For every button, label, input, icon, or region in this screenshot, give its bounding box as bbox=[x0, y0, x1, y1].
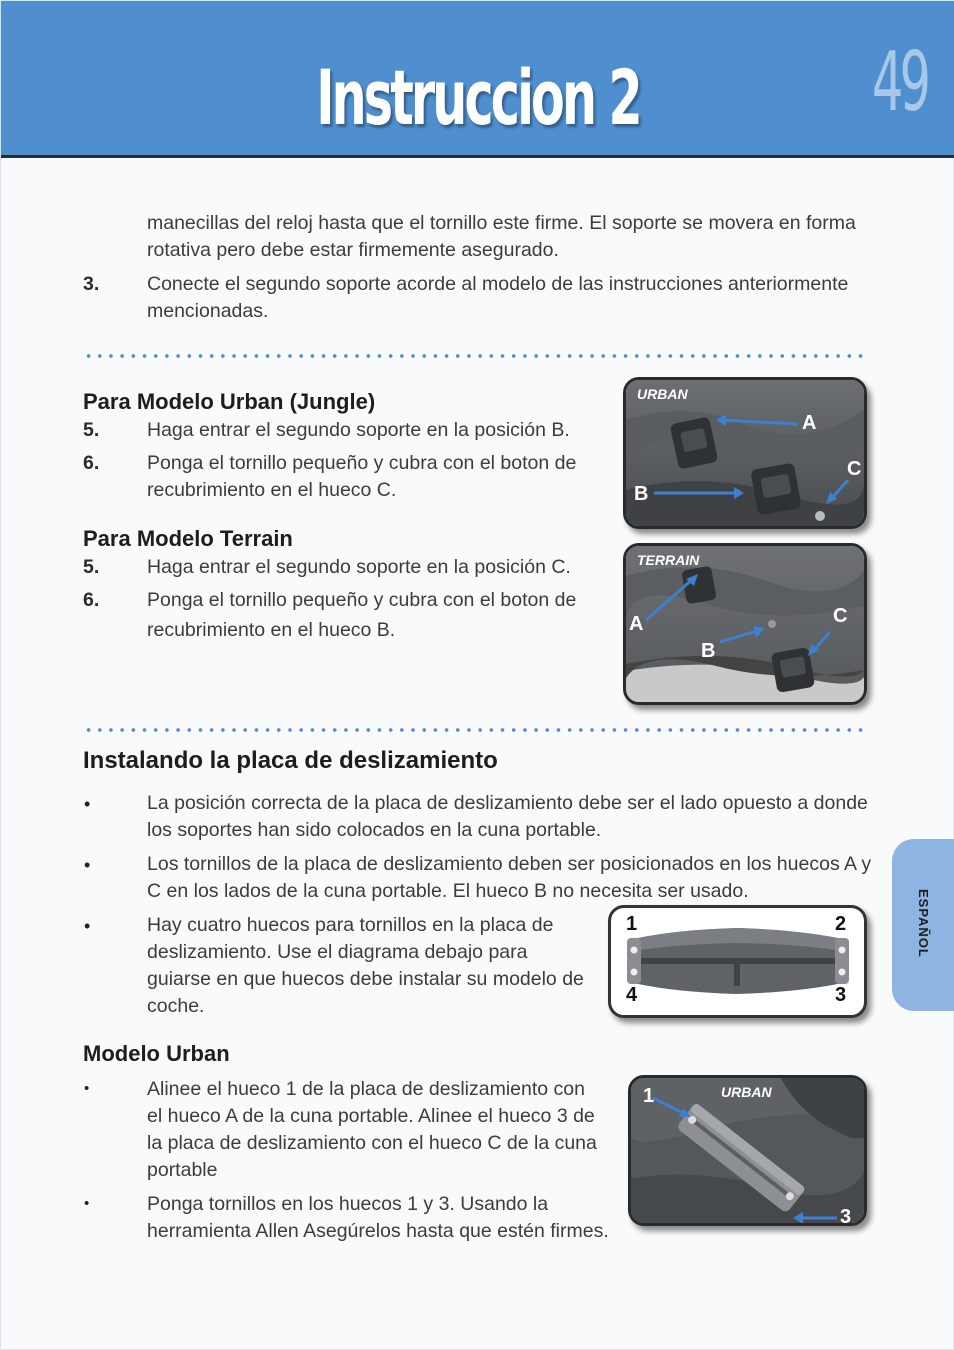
terrain-step-6-line-2: recubrimiento en el hueco B. bbox=[147, 619, 396, 641]
plate-hole-2-label: 2 bbox=[835, 913, 847, 935]
terrain-step-6-line-1: Ponga el tornillo pequeño y cubra con el boton de bbox=[147, 589, 577, 611]
modelo-urban-b1-line-2: el hueco A de la cuna portable. Alinee el hueco 3 de bbox=[147, 1105, 595, 1127]
urban-photo-letter-b: B bbox=[634, 483, 649, 505]
sliding-bullet-3: • bbox=[84, 916, 91, 936]
plate-hole-1-label: 1 bbox=[626, 913, 638, 935]
sliding-bullet-1-line-1: La posición correcta de la placa de deslizamiento debe ser el lado opuesto a donde bbox=[147, 792, 868, 814]
urban-step-5-text: Haga entrar el segundo soporte en la posición B. bbox=[147, 419, 570, 441]
plate-hole-3-label: 3 bbox=[835, 984, 847, 1006]
plate-hole-diagram bbox=[608, 905, 867, 1018]
sliding-bullet-2: • bbox=[84, 855, 91, 875]
terrain-photo-letter-c: C bbox=[833, 605, 848, 627]
urban-bracket-photo bbox=[623, 377, 867, 529]
dotted-divider-1 bbox=[83, 354, 867, 358]
modelo-urban-heading: Modelo Urban bbox=[83, 1041, 230, 1066]
sliding-bullet-2-line-2: C en los lados de la cuna portable. El hueco B no necesita ser usado. bbox=[147, 880, 749, 902]
terrain-bracket-photo bbox=[623, 543, 867, 705]
urban-plate-photo-label: URBAN bbox=[721, 1084, 772, 1100]
sliding-bullet-3-line-3: guiarse en que huecos debe instalar su modelo de bbox=[147, 968, 584, 990]
terrain-step-5-number: 5. bbox=[83, 556, 100, 578]
step-3-number: 3. bbox=[83, 273, 100, 295]
urban-step-5-number: 5. bbox=[83, 419, 100, 441]
intro-line-1: manecillas del reloj hasta que el tornillo este firme. El soporte se movera en forma bbox=[147, 212, 856, 234]
modelo-urban-b1-line-1: Alinee el hueco 1 de la placa de deslizamiento con bbox=[147, 1078, 585, 1100]
urban-step-6-line-1: Ponga el tornillo pequeño y cubra con el boton de bbox=[147, 452, 577, 474]
intro-line-2: rotativa pero debe estar firmemente asegurado. bbox=[147, 239, 559, 261]
urban-plate-photo bbox=[628, 1075, 867, 1226]
sliding-bullet-3-line-2: deslizamiento. Use el diagrama debajo para bbox=[147, 941, 528, 963]
dotted-divider-2 bbox=[83, 728, 867, 732]
sliding-bullet-1-line-2: los soportes han sido colocados en la cuna portable. bbox=[147, 819, 602, 841]
step-3-line-2: mencionadas. bbox=[147, 300, 269, 322]
urban-plate-photo-hole-1: 1 bbox=[643, 1085, 655, 1107]
terrain-photo-letter-b: B bbox=[701, 640, 716, 662]
urban-photo-label: URBAN bbox=[637, 386, 688, 402]
modelo-urban-b1-line-4: portable bbox=[147, 1159, 218, 1181]
header-banner bbox=[1, 1, 954, 158]
urban-jungle-heading: Para Modelo Urban (Jungle) bbox=[83, 389, 376, 414]
step-3-line-1: Conecte el segundo soporte acorde al modelo de las instrucciones anteriormente bbox=[147, 273, 849, 295]
modelo-urban-b1-line-3: la placa de deslizamiento con el hueco C de la cuna bbox=[147, 1132, 597, 1154]
plate-hole-4-label: 4 bbox=[626, 984, 638, 1006]
page-title: Instruccion 2 bbox=[316, 53, 640, 142]
sliding-bullet-1: • bbox=[84, 794, 91, 814]
urban-plate-photo-hole-3: 3 bbox=[840, 1206, 852, 1226]
urban-step-6-number: 6. bbox=[83, 452, 100, 474]
page-number: 49 bbox=[871, 35, 927, 130]
terrain-photo-letter-a: A bbox=[629, 613, 644, 635]
modelo-urban-b2-line-1: Ponga tornillos en los huecos 1 y 3. Usando la bbox=[147, 1193, 549, 1215]
sliding-bullet-3-line-1: Hay cuatro huecos para tornillos en la placa de bbox=[147, 914, 554, 936]
sliding-plate-heading: Instalando la placa de deslizamiento bbox=[83, 747, 498, 774]
urban-step-6-line-2: recubrimiento en el hueco C. bbox=[147, 479, 397, 501]
language-tab-label: ESPAÑOL bbox=[916, 889, 931, 958]
urban-photo-letter-a: A bbox=[802, 412, 817, 434]
sliding-bullet-3-line-4: coche. bbox=[147, 995, 205, 1017]
modelo-urban-bullet-1: • bbox=[84, 1080, 90, 1097]
terrain-step-5-text: Haga entrar el segundo soporte en la posición C. bbox=[147, 556, 571, 578]
terrain-photo-label: TERRAIN bbox=[637, 552, 700, 568]
modelo-urban-b2-line-2: herramienta Allen Asegúrelos hasta que estén firmes. bbox=[147, 1220, 609, 1242]
modelo-urban-bullet-2: • bbox=[84, 1195, 90, 1212]
sliding-bullet-2-line-1: Los tornillos de la placa de deslizamiento deben ser posicionados en los huecos A y bbox=[147, 853, 872, 875]
terrain-heading: Para Modelo Terrain bbox=[83, 526, 293, 551]
terrain-step-6-number: 6. bbox=[83, 589, 100, 611]
urban-photo-letter-c: C bbox=[847, 458, 862, 480]
